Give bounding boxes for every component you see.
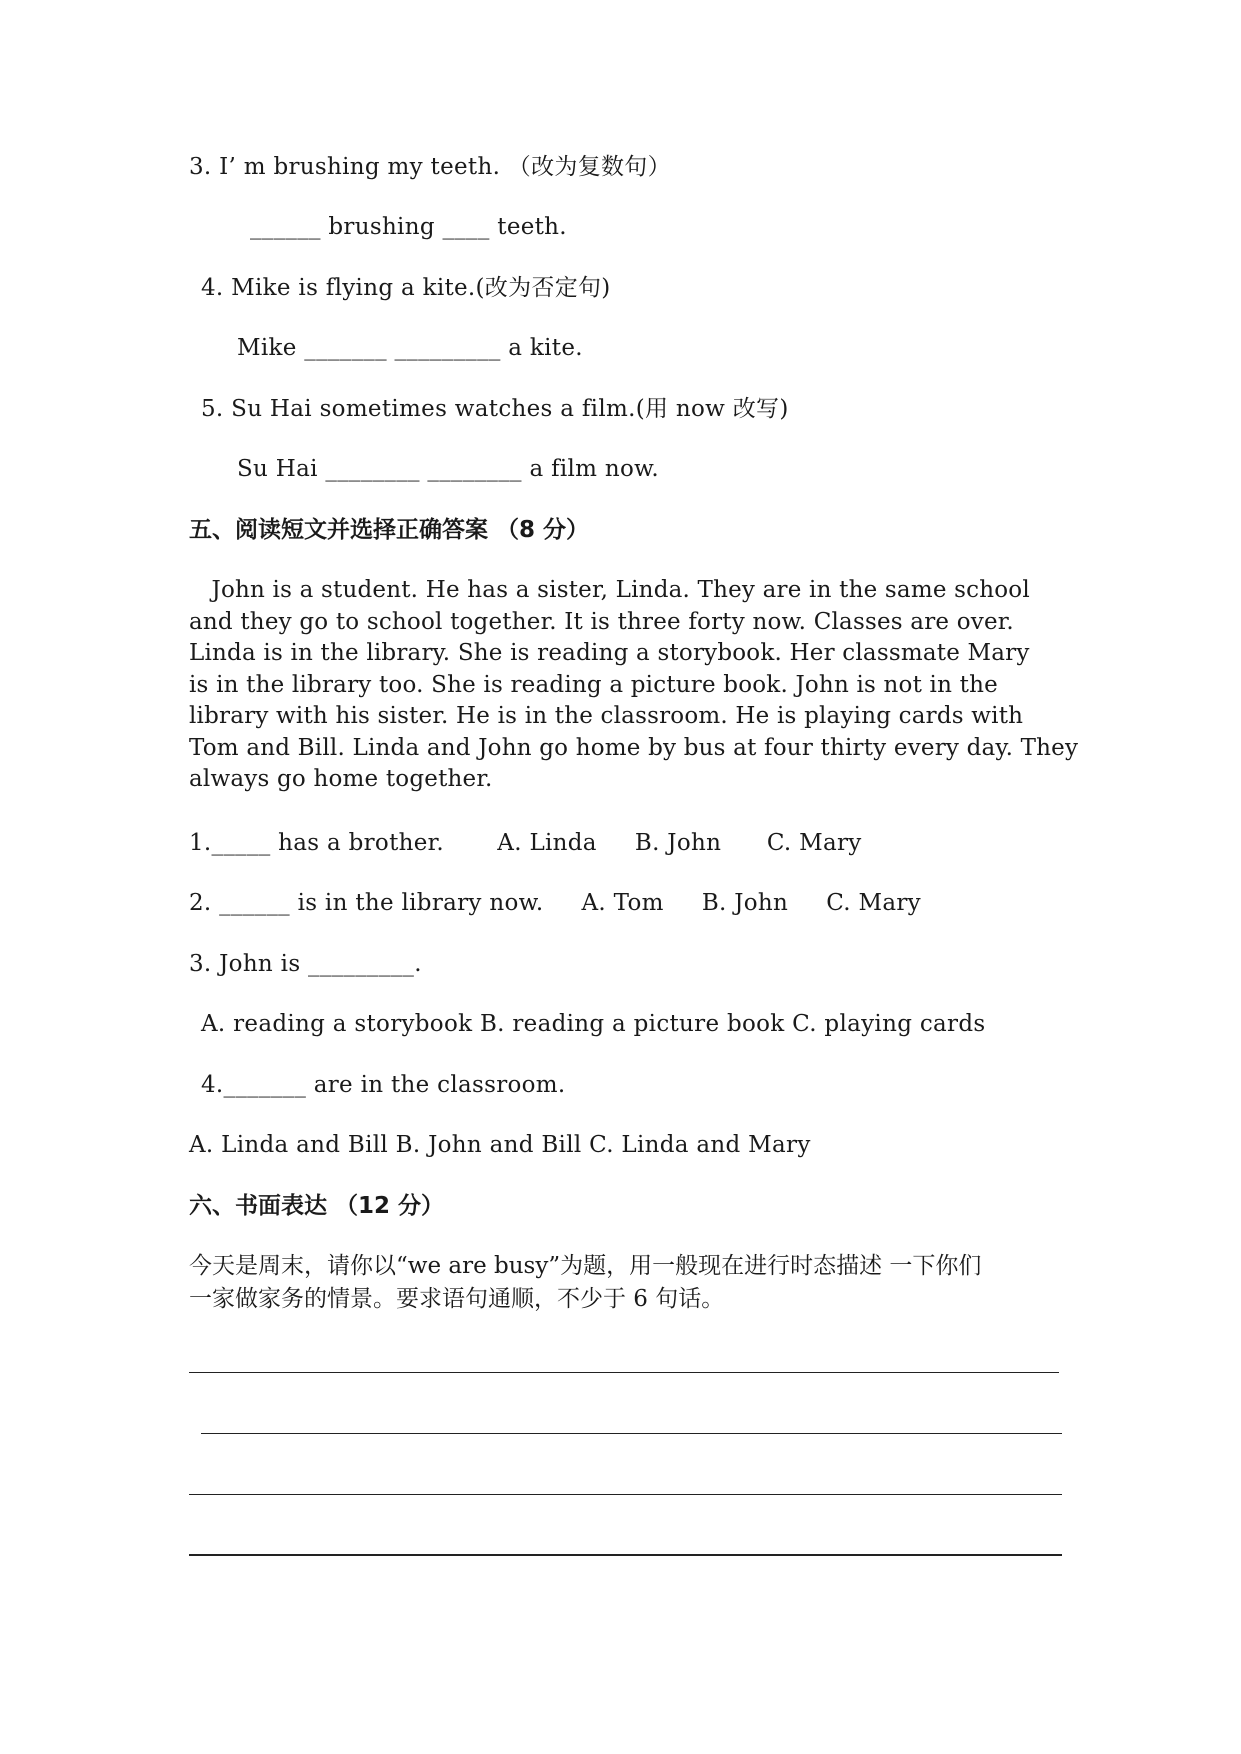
passage-line: Tom and Bill. Linda and John go home by bus at four thirty every day. They [189,734,1079,761]
writing-answer-line [201,1433,1062,1434]
question-4-answer-blank: Mike _______ _________ a kite. [237,335,583,361]
writing-prompt [189,1250,1079,1316]
passage-line: always go home together. [189,766,493,792]
section-6-heading: 六、书面表达 （12 分） [189,1193,445,1219]
question-5-answer-blank: Su Hai ________ ________ a film now. [237,456,660,482]
reading-question-3-options: A. reading a storybook B. reading a picture book C. playing cards [201,1011,986,1037]
writing-prompt-line: 今天是周末，请你以“we are busy”为题，用一般现在进行时态描述 一下你们 [189,1253,982,1279]
reading-question-3: 3. John is _________. [189,951,422,977]
reading-question-1: 1._____ has a brother. A. Linda B. John C. Mary [189,830,862,856]
reading-question-4: 4._______ are in the classroom. [201,1072,566,1098]
passage-line: Linda is in the library. She is reading a storybook. Her classmate Mary [189,640,1030,666]
reading-question-4-options: A. Linda and Bill B. John and Bill C. Linda and Mary [189,1132,811,1158]
question-3-prompt: 3. I’ m brushing my teeth. （改为复数句） [189,154,671,180]
section-5-heading: 五、阅读短文并选择正确答案 （8 分） [189,517,590,543]
writing-prompt-line: 一家做家务的情景。要求语句通顺，不少于 6 句话。 [189,1286,725,1312]
passage-line: is in the library too. She is reading a picture book. John is not in the [189,671,998,698]
reading-question-2: 2. ______ is in the library now. A. Tom B. John C. Mary [189,890,921,916]
writing-answer-line [189,1372,1059,1373]
writing-answer-line [189,1494,1062,1495]
passage-line: library with his sister. He is in the classroom. He is playing cards with [189,703,1024,729]
passage-line: John is a student. He has a sister, Linda. They are in the same school [189,577,1030,603]
question-4-prompt: 4. Mike is flying a kite.(改为否定句) [201,275,611,301]
question-5-prompt: 5. Su Hai sometimes watches a film.(用 now 改写) [201,396,789,422]
passage-line: and they go to school together. It is three forty now. Classes are over. [189,608,1014,635]
writing-answer-line [189,1554,1062,1556]
reading-passage [189,575,1079,796]
question-3-answer-blank: ______ brushing ____ teeth. [250,214,567,240]
